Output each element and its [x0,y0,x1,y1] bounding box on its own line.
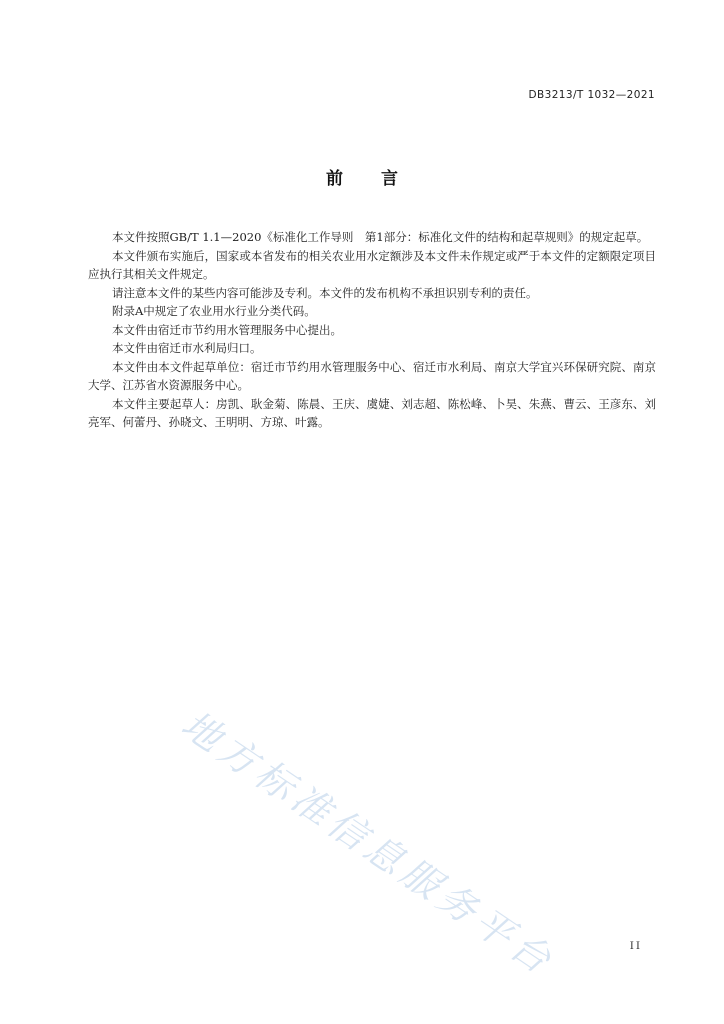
paragraph-patent-notice: 请注意本文件的某些内容可能涉及专利。本文件的发布机构不承担识别专利的责任。 [112,285,538,300]
page-number: II [629,940,642,952]
paragraph-centralized: 本文件由宿迁市水利局归口。 [112,341,262,355]
paragraph-drafting-rules: 本文件按照GB/T 1.1—2020《标准化工作导则 第1部分：标准化文件的结构和起草规则》的规定起草。 [112,230,649,244]
paragraph-implementation: 本文件颁布实施后，国家或本省发布的相关农业用水定额涉及本文件未作规定或严于本文件的定额限定项目应执行其相关文件规定。 [88,248,656,281]
paragraph-drafters: 本文件主要起草人：房凯、耿金菊、陈晨、王庆、虞婕、刘志超、陈松峰、卜昊、朱燕、曹云、王彦东、刘亮军、何蕾丹、孙晓文、王明明、方琼、叶露。 [88,396,656,429]
paragraph-drafting-units: 本文件由本文件起草单位：宿迁市节约用水管理服务中心、宿迁市水利局、南京大学宜兴环保研究院、南京大学、江苏省水资源服务中心。 [88,359,656,392]
preface-body [88,228,656,432]
paragraph-proposer: 本文件由宿迁市节约用水管理服务中心提出。 [112,322,342,337]
paragraph-appendix: 附录A中规定了农业用水行业分类代码。 [112,304,316,318]
watermark: 地方标准信息服务平台 [173,702,564,985]
document-code: DB3213/T 1032—2021 [528,89,655,101]
page-title: 前言 [326,169,436,189]
